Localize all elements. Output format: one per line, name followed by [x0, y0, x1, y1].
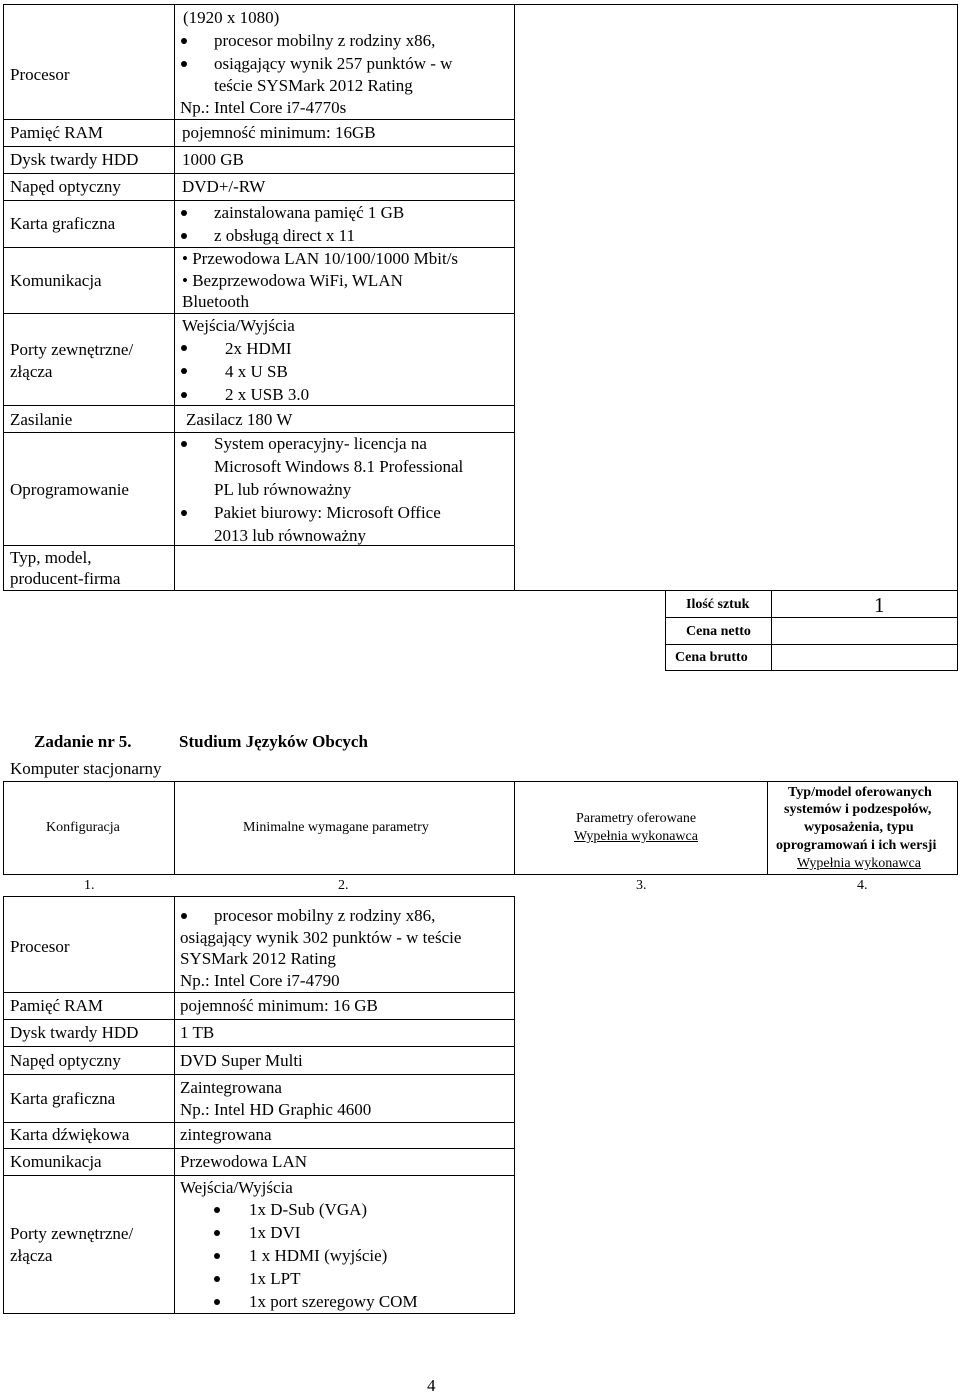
network-value: Przewodowa LAN: [180, 1152, 307, 1171]
power-value: Zasilacz 180 W: [186, 410, 293, 429]
ram-value: pojemność minimum: 16GB: [182, 123, 376, 142]
bullet-icon: [181, 345, 187, 351]
gpu-line: Np.: Intel HD Graphic 4600: [180, 1100, 372, 1119]
column-number: 4.: [857, 878, 868, 893]
ports-line: 2 x USB 3.0: [225, 385, 310, 404]
table-border: [3, 1175, 515, 1176]
bullet-icon: [181, 61, 187, 67]
table-border: [3, 173, 515, 174]
cpu-line: osiągający wynik 257 punktów - w: [214, 54, 453, 73]
gross-price-label: Cena brutto: [675, 650, 748, 665]
column-header-model: systemów i podzespołów,: [784, 802, 932, 817]
ports-line: Wejścia/Wyjścia: [180, 1178, 293, 1197]
row-label-procesor: Procesor: [10, 937, 70, 956]
column-header-offered-fill: Wypełnia wykonawca: [574, 829, 698, 844]
row-label-ports: Porty zewnętrzne/: [10, 340, 134, 359]
table-border: [3, 405, 515, 406]
ports-line: 1x LPT: [249, 1269, 301, 1288]
software-line: 2013 lub równoważny: [214, 526, 367, 545]
task-number: Zadanie nr 5.: [34, 732, 132, 751]
table-border: [3, 1046, 515, 1047]
network-line: Bluetooth: [182, 292, 250, 311]
table-border: [3, 4, 4, 590]
row-label-network: Komunikacja: [10, 271, 102, 290]
bullet-icon: [181, 368, 187, 374]
optical-value: DVD Super Multi: [180, 1051, 303, 1070]
gpu-line: Zaintegrowana: [180, 1078, 282, 1097]
table-border: [514, 781, 515, 875]
table-border: [3, 4, 958, 5]
table-border: [3, 896, 4, 1313]
item-title: Komputer stacjonarny: [10, 759, 162, 778]
table-border: [3, 146, 515, 147]
hdd-value: 1 TB: [180, 1023, 215, 1042]
ports-line: 1x D-Sub (VGA): [249, 1200, 368, 1219]
table-border: [665, 670, 958, 671]
table-border: [3, 1122, 515, 1123]
qty-label: Ilość sztuk: [686, 597, 750, 612]
table-border: [3, 1074, 515, 1075]
cpu-line: teście SYSMark 2012 Rating: [214, 76, 413, 95]
bullet-icon: [181, 913, 187, 919]
ram-value: pojemność minimum: 16 GB: [180, 996, 378, 1015]
software-line: Microsoft Windows 8.1 Professional: [214, 457, 464, 476]
cpu-line: procesor mobilny z rodziny x86,: [214, 31, 436, 50]
bullet-icon: [181, 233, 187, 239]
net-price-label: Cena netto: [686, 624, 751, 639]
network-line: • Przewodowa LAN 10/100/1000 Mbit/s: [182, 249, 459, 268]
software-line: PL lub równoważny: [214, 480, 352, 499]
column-header-model-fill: Wypełnia wykonawca: [797, 856, 921, 871]
row-label-hdd: Dysk twardy HDD: [10, 1023, 139, 1042]
optical-value: DVD+/-RW: [182, 177, 266, 196]
ports-line: 1 x HDMI (wyjście): [249, 1246, 388, 1265]
row-label-gpu: Karta graficzna: [10, 1089, 116, 1108]
table-border: [3, 1313, 515, 1314]
bullet-icon: [181, 210, 187, 216]
table-border: [3, 590, 958, 591]
row-label-optical: Napęd optyczny: [10, 177, 121, 196]
bullet-icon: [214, 1207, 220, 1213]
table-border: [3, 1148, 515, 1149]
cpu-line: SYSMark 2012 Rating: [180, 949, 336, 968]
table-border: [3, 781, 4, 875]
ports-line: 1x DVI: [249, 1223, 301, 1242]
ports-line: Wejścia/Wyjścia: [182, 316, 295, 335]
column-number: 1.: [84, 878, 95, 893]
table-border: [771, 590, 772, 670]
table-border: [174, 4, 175, 590]
gpu-line: zainstalowana pamięć 1 GB: [214, 203, 405, 222]
table-border: [3, 781, 958, 782]
table-border: [514, 4, 515, 590]
gpu-line: z obsługą direct x 11: [214, 226, 355, 245]
table-border: [3, 313, 515, 314]
ports-line: 4 x U SB: [225, 362, 288, 381]
page-number: 4: [427, 1376, 436, 1395]
network-line: • Bezprzewodowa WiFi, WLAN: [182, 271, 403, 290]
table-border: [957, 781, 958, 875]
row-label-optical: Napęd optyczny: [10, 1051, 121, 1070]
bullet-icon: [214, 1276, 220, 1282]
column-number: 2.: [338, 878, 349, 893]
bullet-icon: [181, 38, 187, 44]
table-border: [3, 119, 515, 120]
cpu-line: Np.: Intel Core i7-4790: [180, 971, 340, 990]
column-number: 3.: [636, 878, 647, 893]
institution-name: Studium Języków Obcych: [179, 732, 368, 751]
resolution-text: (1920 x 1080): [183, 8, 280, 27]
ports-line: 1x port szeregowy COM: [249, 1292, 418, 1311]
row-label-sound: Karta dźwiękowa: [10, 1125, 130, 1144]
cpu-line: osiągający wynik 302 punktów - w teście: [180, 928, 462, 947]
cpu-line: Np.: Intel Core i7-4770s: [180, 98, 347, 117]
table-border: [3, 432, 515, 433]
row-label-type: Typ, model,: [10, 548, 92, 567]
sound-value: zintegrowana: [180, 1125, 272, 1144]
bullet-icon: [214, 1253, 220, 1259]
column-header-config: Konfiguracja: [46, 820, 120, 835]
row-label-power: Zasilanie: [10, 410, 73, 429]
row-label-gpu: Karta graficzna: [10, 214, 116, 233]
column-header-model: oprogramowań i ich wersji: [776, 838, 937, 853]
qty-value: 1: [874, 593, 885, 617]
bullet-icon: [214, 1230, 220, 1236]
table-border: [3, 896, 515, 897]
cpu-line: procesor mobilny z rodziny x86,: [214, 906, 436, 925]
row-label-network: Komunikacja: [10, 1152, 102, 1171]
software-line: System operacyjny- licencja na: [214, 434, 427, 453]
column-header-offered: Parametry oferowane: [576, 811, 697, 826]
table-border: [665, 617, 958, 618]
row-label-software: Oprogramowanie: [10, 480, 129, 499]
table-border: [3, 874, 958, 875]
table-border: [3, 247, 515, 248]
row-label-ports: złącza: [10, 362, 53, 381]
row-label-ram: Pamięć RAM: [10, 996, 104, 1015]
table-border: [3, 1019, 515, 1020]
bullet-icon: [214, 1299, 220, 1305]
bullet-icon: [181, 510, 187, 516]
table-border: [3, 992, 515, 993]
row-label-ports: Porty zewnętrzne/: [10, 1224, 134, 1243]
column-header-min-params: Minimalne wymagane parametry: [243, 820, 429, 835]
ports-line: 2x HDMI: [225, 339, 292, 358]
hdd-value: 1000 GB: [182, 150, 244, 169]
column-header-model: wyposażenia, typu: [804, 820, 914, 835]
row-label-hdd: Dysk twardy HDD: [10, 150, 139, 169]
bullet-icon: [181, 441, 187, 447]
row-label-ram: Pamięć RAM: [10, 123, 104, 142]
table-border: [3, 200, 515, 201]
row-label-procesor: Procesor: [10, 65, 70, 84]
column-header-model: Typ/model oferowanych: [788, 785, 932, 800]
table-border: [174, 896, 175, 1313]
software-line: Pakiet biurowy: Microsoft Office: [214, 503, 441, 522]
table-border: [514, 896, 515, 1313]
table-border: [767, 781, 768, 875]
table-border: [957, 4, 958, 670]
table-border: [665, 644, 958, 645]
table-border: [174, 781, 175, 875]
row-label-ports: złącza: [10, 1246, 53, 1265]
table-border: [665, 590, 666, 670]
row-label-type: producent-firma: [10, 569, 121, 588]
bullet-icon: [181, 392, 187, 398]
